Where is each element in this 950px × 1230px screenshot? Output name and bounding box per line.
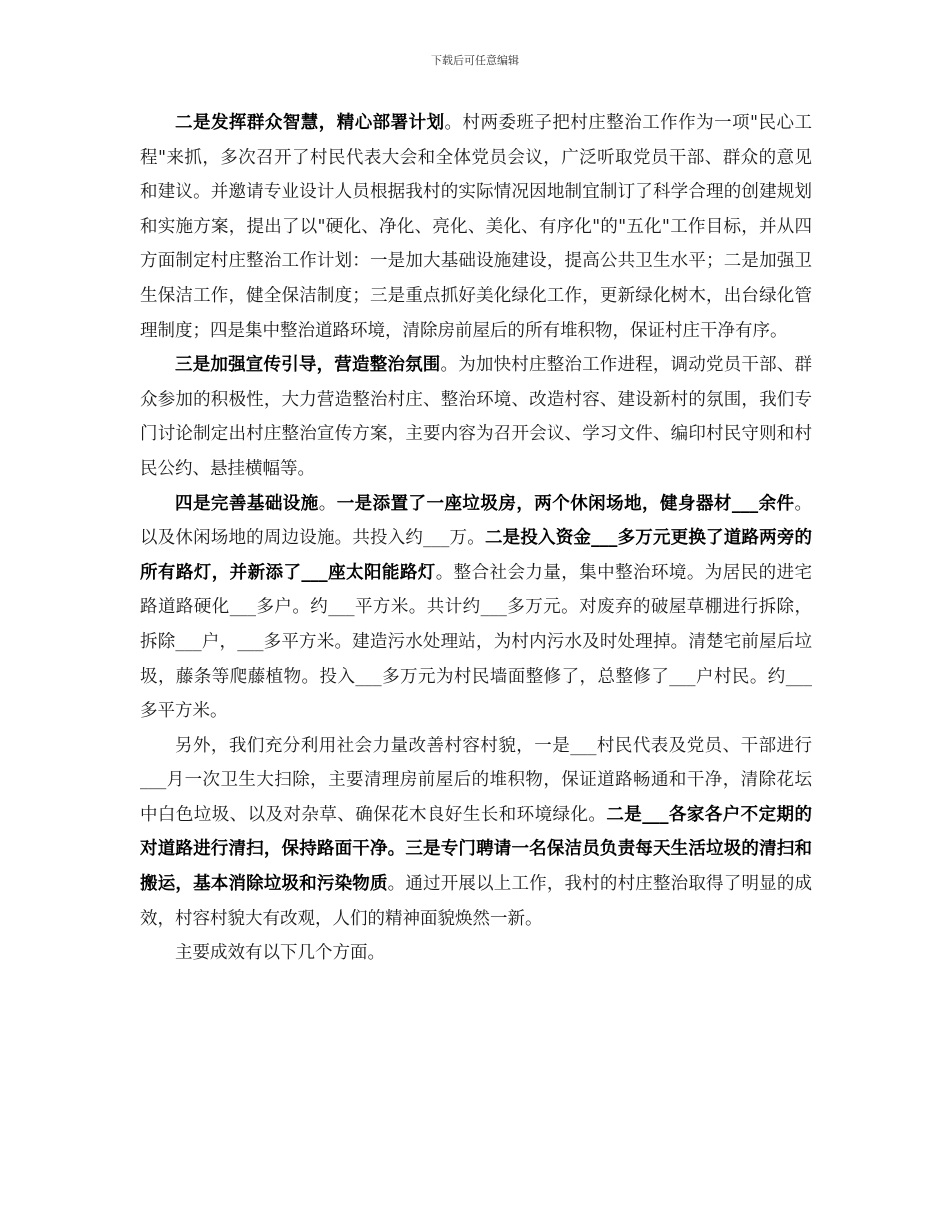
paragraph-emphasis: 二是___各家各户不定期的对道路进行清扫，保持路面干净。三是专门聘请一名保洁员负责每天生活垃圾的清扫和搬运，基本消除垃圾和污染物质 [140,804,812,895]
paragraph-emphasis: 一是添置了一座垃圾房，两个休闲场地，健身器材___余件 [336,493,795,514]
page-header: 下载后可任意编辑 [431,54,519,67]
paragraph-heading: 四是完善基础设施 [175,493,319,514]
paragraph-text: 。 [318,493,337,514]
document-body [140,106,812,971]
paragraph-additional [140,729,812,937]
paragraph-3-publicity [140,348,812,486]
paragraph-text: 。整合社会力量，集中整治环境。为居民的进宅路道路硬化___多户。约___平方米。共计约___多万元。对废弃的破屋草棚进行拆除，拆除___户，___多平方米。建造污水处理站，为村内污水及时处理掉。清楚宅前屋后垃圾，藤条等爬藤植物。投入___多万元为村民墙面整修了，总整修了___户村民。约___多平方米。 [140,562,812,722]
paragraph-heading: 三是加强宣传引导，营造整治氛围 [175,355,441,376]
paragraph-results-intro [140,936,812,971]
paragraph-text: 另外，我们充分利用社会力量改善村容村貌，一是___村民代表及党员、干部进行___月一次卫生大扫除，主要清理房前屋后的堆积物，保证道路畅通和干净，清除花坛中白色垃圾、以及对杂草、确保花木良好生长和环境绿化。 [140,735,812,825]
paragraph-emphasis: 二是投入资金___多万元更换了道路两旁的所有路灯，并新添了___座太阳能路灯 [140,528,813,583]
paragraph-text: 主要成效有以下几个方面。 [175,943,385,964]
paragraph-text: 。为加快村庄整治工作进程，调动党员干部、群众参加的积极性，大力营造整治村庄、整治环境、改造村容、建设新村的氛围，我们专门讨论制定出村庄整治宣传方案，主要内容为召开会议、学习文件、编印村民守则和村民公约、悬挂横幅等。 [140,355,812,479]
paragraph-2-plan [140,106,812,348]
paragraph-text: 。村两委班子把村庄整治工作作为一项"民心工程"来抓，多次召开了村民代表大会和全体党员会议，广泛听取党员干部、群众的意见和建议。并邀请专业设计人员根据我村的实际情况因地制宜制订了科学合理的创建规划和实施方案，提出了以"硬化、净化、亮化、美化、有序化"的"五化"工作目标，并从四方面制定村庄整治工作计划：一是加大基础设施建设，提高公共卫生水平；二是加强卫生保洁工作，健全保洁制度；三是重点抓好美化绿化工作，更新绿化树木，出台绿化管理制度；四是集中整治道路环境，清除房前屋后的所有堆积物，保证村庄干净有序。 [140,113,812,341]
paragraph-4-infrastructure [140,487,812,729]
paragraph-text: 。以及休闲场地的周边设施。共投入约___万。 [140,493,813,549]
paragraph-text: 。通过开展以上工作，我村的村庄整治取得了明显的成效，村容村貌大有改观，人们的精神面貌焕然一新。 [140,874,813,929]
paragraph-heading: 二是发挥群众智慧，精心部署计划 [175,113,445,133]
